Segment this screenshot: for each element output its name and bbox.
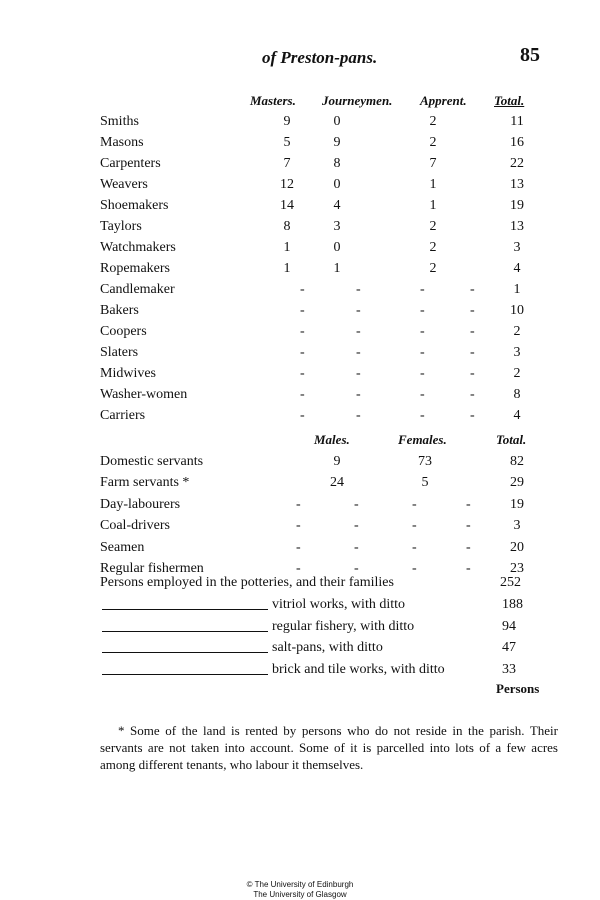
apprentices-value: 2 [429, 261, 437, 276]
row-label: Seamen [100, 539, 145, 555]
dash-mark: - [470, 303, 475, 318]
row-label: Farm servants * [100, 475, 190, 491]
row-label: Ropemakers [100, 261, 170, 276]
table-row [0, 177, 600, 198]
row-label: Taylors [100, 219, 142, 234]
apprentices-value: 2 [429, 219, 437, 234]
dash-mark: - [356, 345, 361, 360]
row-label: Domestic servants [100, 454, 204, 469]
footnote: * Some of the land is rented by persons who do not reside in the parish. Their servants are not taken into account. Some of it is parcelled into lots of a few acres among different tenants, who labour it themselves. [100, 723, 558, 772]
families-value: 188 [502, 597, 523, 612]
dash-mark: - [296, 561, 301, 576]
masters-value: 1 [283, 261, 291, 276]
females-value: 73 [418, 454, 432, 469]
ditto-rule [102, 652, 268, 653]
masters-value: 8 [283, 219, 291, 234]
dash-mark: - [300, 282, 305, 297]
table-row [0, 135, 600, 156]
dash-mark: - [466, 561, 471, 576]
families-value: 252 [500, 575, 521, 590]
apprentices-value: 1 [429, 198, 437, 213]
row-label: Coopers [100, 324, 147, 339]
families-label: vitriol works, with ditto [272, 597, 405, 612]
dash-mark: - [466, 518, 471, 534]
dash-mark: - [356, 408, 361, 423]
table-row [0, 282, 600, 303]
dash-mark: - [466, 539, 471, 555]
row-label: Smiths [100, 114, 139, 129]
col-apprentices: Apprent. [420, 93, 467, 108]
journeymen-value: 0 [333, 240, 341, 255]
table-row [0, 497, 600, 518]
families-row [0, 575, 600, 596]
col-males: Males. [314, 432, 350, 447]
running-title: of Preston-pans. [262, 48, 378, 67]
total-value: 2 [513, 324, 521, 339]
table-row [0, 240, 600, 261]
row-label: Masons [100, 135, 144, 150]
families-value: 94 [502, 618, 516, 634]
row-label: Coal-drivers [100, 518, 170, 534]
row-label: Carriers [100, 408, 146, 423]
total-value: 8 [513, 387, 521, 402]
families-label: Persons employed in the potteries, and their families [100, 575, 394, 590]
total-value: 16 [510, 135, 524, 150]
masters-value: 9 [283, 114, 291, 129]
col-females: Females. [398, 432, 447, 447]
ditto-rule [102, 674, 268, 675]
dash-mark: - [412, 561, 417, 576]
families-row [0, 640, 600, 661]
dash-mark: - [420, 282, 425, 297]
row-label: Washer-women [100, 387, 188, 402]
dash-mark: - [356, 282, 361, 297]
col-total-2: Total. [496, 432, 527, 447]
families-label: regular fishery, with ditto [272, 618, 415, 634]
dash-mark: - [420, 324, 425, 339]
total-value: 3 [513, 345, 521, 360]
table-row [0, 345, 600, 366]
dash-mark: - [420, 345, 425, 360]
table-row [0, 324, 600, 345]
families-label: salt-pans, with ditto [272, 640, 383, 655]
dash-mark: - [466, 496, 471, 512]
table-row [0, 114, 600, 135]
families-row [0, 662, 600, 683]
row-label: Day-labourers [100, 496, 181, 512]
dash-mark: - [470, 345, 475, 360]
table-row [0, 366, 600, 387]
ditto-rule [102, 609, 268, 610]
row-label: Candlemaker [100, 282, 175, 297]
dash-mark: - [300, 408, 305, 423]
total-value: 20 [510, 539, 524, 555]
total-value: 3 [513, 240, 521, 255]
total-value: 22 [510, 156, 524, 171]
dash-mark: - [412, 539, 417, 555]
journeymen-value: 9 [333, 135, 341, 150]
table-row [0, 454, 600, 475]
dash-mark: - [356, 303, 361, 318]
row-label: Watchmakers [100, 240, 176, 255]
total-value: 1 [513, 282, 521, 297]
journeymen-value: 4 [333, 198, 341, 213]
row-label: Regular fishermen [100, 561, 204, 576]
col-total: Total. [494, 93, 525, 108]
families-value: 47 [502, 640, 516, 655]
masters-value: 14 [280, 198, 294, 213]
table-row [0, 219, 600, 240]
total-value: 4 [513, 408, 521, 423]
masters-value: 12 [280, 177, 294, 192]
page-number: 85 [520, 44, 540, 66]
journeymen-value: 0 [333, 114, 341, 129]
page-header [0, 44, 600, 74]
table-row [0, 303, 600, 324]
total-value: 10 [510, 303, 524, 318]
apprentices-value: 2 [429, 114, 437, 129]
dash-mark: - [470, 366, 475, 381]
families-row [0, 597, 600, 618]
total-value: 2 [513, 366, 521, 381]
col-masters: Masters. [250, 93, 296, 108]
dash-mark: - [420, 366, 425, 381]
dash-mark: - [354, 561, 359, 576]
table-row [0, 540, 600, 561]
total-value: 29 [510, 475, 524, 491]
masters-value: 7 [283, 156, 291, 171]
table-row [0, 518, 600, 539]
row-label: Carpenters [100, 156, 161, 171]
persons-caption: Persons [496, 681, 540, 696]
journeymen-value: 8 [333, 156, 341, 171]
dash-mark: - [300, 387, 305, 402]
table-row [0, 261, 600, 282]
dash-mark: - [354, 539, 359, 555]
dash-mark: - [470, 324, 475, 339]
dash-mark: - [412, 518, 417, 534]
dash-mark: - [470, 408, 475, 423]
row-label: Weavers [100, 177, 148, 192]
total-value: 13 [510, 219, 524, 234]
row-label: Slaters [100, 345, 139, 360]
males-value: 24 [330, 475, 344, 491]
copyright-line-2: The University of Glasgow [253, 890, 347, 899]
dash-mark: - [356, 324, 361, 339]
table-row [0, 475, 600, 496]
ditto-rule [102, 631, 268, 632]
families-label: brick and tile works, with ditto [272, 661, 445, 677]
table-row [0, 408, 600, 429]
dash-mark: - [300, 303, 305, 318]
apprentices-value: 1 [429, 177, 437, 192]
dash-mark: - [420, 408, 425, 423]
dash-mark: - [356, 366, 361, 381]
dash-mark: - [420, 387, 425, 402]
row-label: Bakers [100, 303, 139, 318]
total-value: 11 [510, 114, 524, 129]
journeymen-value: 1 [333, 261, 341, 276]
journeymen-value: 0 [333, 177, 341, 192]
dash-mark: - [296, 518, 301, 534]
total-value: 3 [513, 518, 521, 534]
masters-value: 1 [283, 240, 291, 255]
row-label: Midwives [100, 366, 156, 381]
dash-mark: - [470, 387, 475, 402]
females-value: 5 [421, 475, 429, 491]
table-row [0, 156, 600, 177]
dash-mark: - [296, 496, 301, 512]
dash-mark: - [412, 496, 417, 512]
dash-mark: - [354, 518, 359, 534]
journeymen-value: 3 [333, 219, 341, 234]
masters-value: 5 [283, 135, 291, 150]
total-value: 19 [510, 198, 524, 213]
families-row [0, 619, 600, 640]
total-value: 13 [510, 177, 524, 192]
dash-mark: - [354, 496, 359, 512]
dash-mark: - [420, 303, 425, 318]
dash-mark: - [356, 387, 361, 402]
families-value: 33 [502, 661, 516, 677]
total-value: 4 [513, 261, 521, 276]
apprentices-value: 2 [429, 240, 437, 255]
dash-mark: - [300, 345, 305, 360]
row-label: Shoemakers [100, 198, 169, 213]
table-row [0, 198, 600, 219]
dash-mark: - [296, 539, 301, 555]
dash-mark: - [300, 366, 305, 381]
dash-mark: - [470, 282, 475, 297]
males-value: 9 [333, 454, 341, 469]
apprentices-value: 2 [429, 135, 437, 150]
copyright-line-1: © The University of Edinburgh [246, 880, 354, 889]
dash-mark: - [300, 324, 305, 339]
total-value: 19 [510, 496, 524, 512]
apprentices-value: 7 [429, 156, 437, 171]
total-value: 23 [510, 561, 524, 576]
table-row [0, 387, 600, 408]
total-value: 82 [510, 454, 524, 469]
col-journeymen: Journeymen. [322, 93, 393, 108]
